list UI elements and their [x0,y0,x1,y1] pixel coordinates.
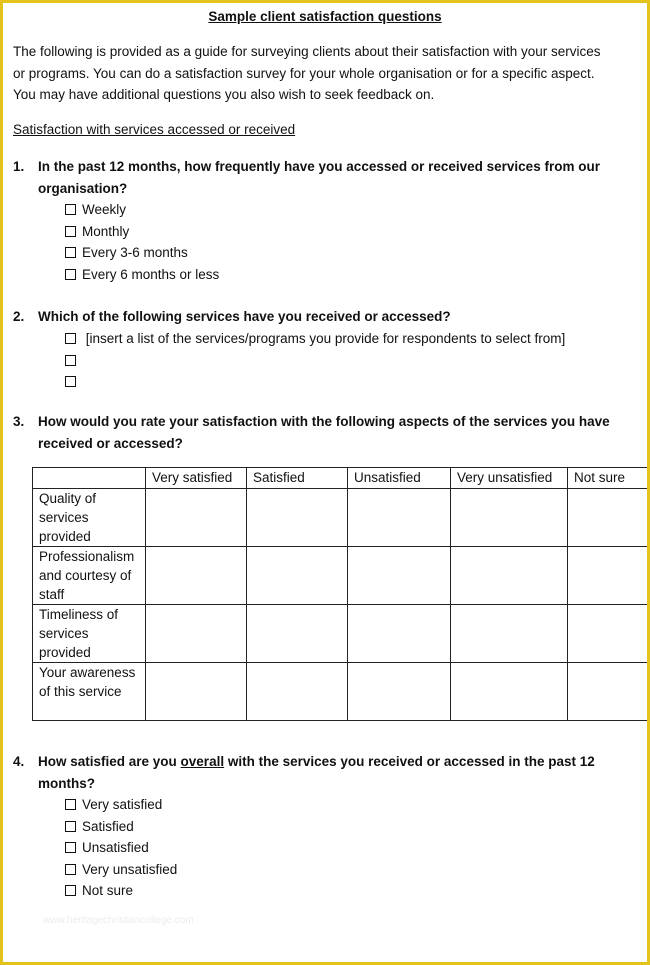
rating-cell[interactable] [568,489,650,547]
table-header-cell: Very satisfied [146,468,247,489]
option-item[interactable] [65,880,177,902]
table-row [33,605,650,663]
intro-line: or programs. You can do a satisfaction survey for your whole organisation or for a specific aspect. [13,65,595,81]
rating-cell[interactable] [348,489,451,547]
rating-cell[interactable] [451,663,568,721]
rating-cell[interactable] [348,605,451,663]
table-header-cell: Satisfied [247,468,348,489]
row-label: Quality of services provided [33,489,146,547]
checkbox-icon[interactable] [65,799,76,810]
table-header-cell [33,468,146,489]
option-item[interactable] [65,371,565,393]
rating-cell[interactable] [247,547,348,605]
question-text-part: How satisfied are you [38,754,181,769]
question-text [38,751,623,794]
rating-cell[interactable] [146,605,247,663]
checkbox-icon[interactable] [65,226,76,237]
question-2-options [65,328,565,393]
table-row [33,547,650,605]
option-label: Satisfied [82,818,134,834]
option-item[interactable] [65,264,219,286]
table-row [33,489,650,547]
row-label: Professionalism and courtesy of staff [33,547,146,605]
option-label: Not sure [82,883,134,898]
checkbox-icon[interactable] [65,204,76,215]
checkbox-icon[interactable] [65,864,76,875]
rating-cell[interactable] [451,605,568,663]
section-heading: Satisfaction with services accessed or received [13,122,296,137]
question-number: 3. [13,414,25,429]
rating-cell[interactable] [247,663,348,721]
question-4-options [65,794,177,902]
intro-paragraph [13,41,638,106]
option-item[interactable] [65,350,565,372]
option-label: Very unsatisfied [82,861,178,877]
table-header-cell: Unsatisfied [348,468,451,489]
option-item[interactable] [65,242,219,264]
table-header-row [33,468,650,489]
rating-cell[interactable] [146,547,247,605]
option-item[interactable] [65,221,219,243]
rating-table [32,467,650,721]
question-4 [13,751,623,794]
rating-cell[interactable] [146,663,247,721]
question-number: 2. [13,309,25,324]
question-text: How would you rate your satisfaction with the following aspects of the services you have received or accessed? [38,414,610,451]
table-header-cell: Very unsatisfied [451,468,568,489]
question-1 [13,156,623,199]
option-item[interactable] [65,837,177,859]
question-3 [13,411,623,454]
option-item[interactable] [65,859,177,881]
option-item[interactable] [65,328,565,350]
row-label: Your awareness of this service [33,663,146,721]
option-label: Weekly [82,202,127,217]
rating-cell[interactable] [568,663,650,721]
row-label: Timeliness of services provided [33,605,146,663]
option-label: Monthly [82,223,130,239]
question-2 [13,306,623,328]
question-emphasis: overall [180,754,225,769]
option-item[interactable] [65,794,177,816]
checkbox-icon[interactable] [65,885,76,896]
option-item[interactable] [65,816,177,838]
checkbox-icon[interactable] [65,842,76,853]
option-label: Every 3-6 months [82,245,188,260]
option-label: [insert a list of the services/programs you provide for respondents to select from] [85,331,566,346]
document-title: Sample client satisfaction questions [208,9,442,24]
intro-line: The following is provided as a guide for surveying clients about their satisfaction with your services [13,44,601,59]
rating-cell[interactable] [451,489,568,547]
checkbox-icon[interactable] [65,821,76,832]
option-label: Unsatisfied [82,840,149,855]
option-item[interactable] [65,199,219,221]
rating-cell[interactable] [146,489,247,547]
checkbox-icon[interactable] [65,333,76,344]
checkbox-icon[interactable] [65,247,76,258]
question-text: Which of the following services have you received or accessed? [38,309,451,324]
table-header-cell: Not sure [568,468,650,489]
option-label: Every 6 months or less [82,266,220,282]
intro-line: You may have additional questions you also wish to seek feedback on. [13,87,435,102]
rating-cell[interactable] [247,489,348,547]
rating-cell[interactable] [568,547,650,605]
checkbox-icon[interactable] [65,269,76,280]
rating-cell[interactable] [568,605,650,663]
rating-cell[interactable] [348,663,451,721]
question-number: 1. [13,159,25,174]
table-row [33,663,650,721]
watermark-text: www.heritagechristiancollege.com [43,915,194,926]
question-1-options [65,199,219,285]
question-text-part: with the services you received or accessed in the past 12 months? [38,754,595,791]
rating-cell[interactable] [451,547,568,605]
rating-cell[interactable] [348,547,451,605]
checkbox-icon[interactable] [65,376,76,387]
option-label: Very satisfied [82,797,163,812]
checkbox-icon[interactable] [65,355,76,366]
question-text: In the past 12 months, how frequently have you accessed or received services from our organisation? [38,159,600,196]
rating-cell[interactable] [247,605,348,663]
question-number: 4. [13,754,25,769]
